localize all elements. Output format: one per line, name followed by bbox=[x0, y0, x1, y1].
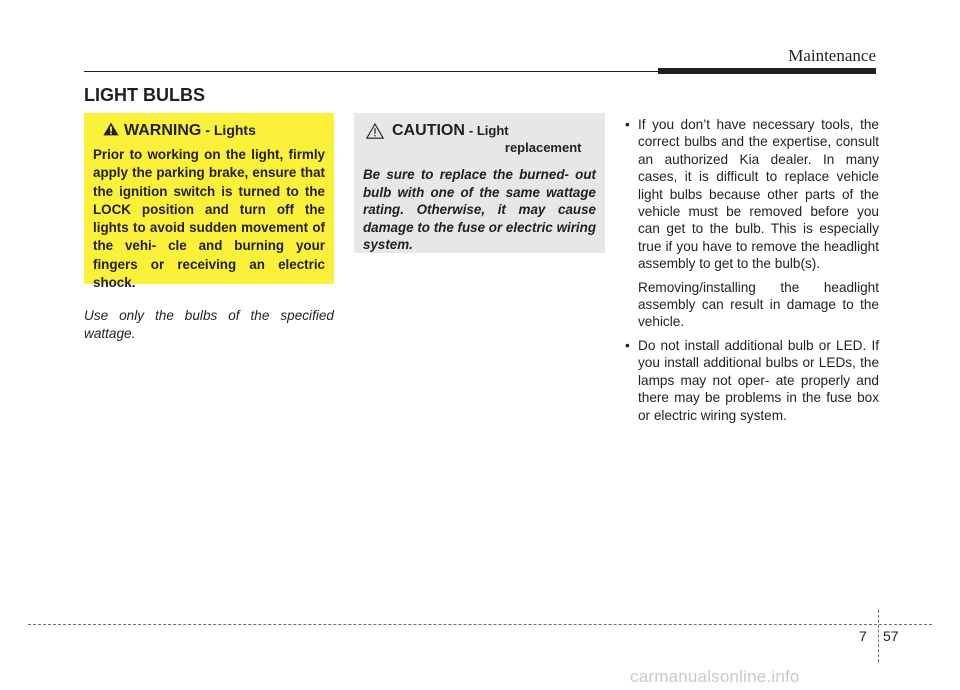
bullet-continuation: Removing/installing the headlight assembly can result in damage to the vehicle. bbox=[638, 279, 879, 330]
caution-subtitle-line2: replacement bbox=[504, 140, 582, 155]
list-item bbox=[623, 337, 879, 424]
footer-rule bbox=[28, 624, 932, 625]
footer-divider bbox=[878, 610, 879, 662]
chapter-number: 7 bbox=[859, 628, 867, 644]
list-item bbox=[623, 116, 879, 273]
bullet-text: If you don’t have necessary tools, the correct bulbs and the expertise, consult an authorized Kia dealer. In many cases, it is difficult to replace vehicle light bulbs because other parts of the vehicle must be removed before you can get to the bulb. This is especially true if you have to remove the headlight assembly to get to the bulb(s). bbox=[638, 117, 879, 272]
warning-box bbox=[84, 113, 334, 291]
wattage-note: Use only the bulbs of the specified wattage. bbox=[84, 308, 334, 341]
page-number: 57 bbox=[883, 628, 899, 644]
right-column bbox=[623, 116, 879, 424]
header-rule-accent bbox=[658, 68, 876, 74]
header-title: Maintenance bbox=[788, 46, 876, 65]
warning-triangle-icon bbox=[103, 122, 119, 136]
section-title: LIGHT BULBS bbox=[84, 85, 205, 105]
bullet-icon: • bbox=[625, 337, 630, 353]
caution-triangle-icon bbox=[366, 123, 384, 139]
caution-body: Be sure to replace the burned- out bulb with one of the same wattage rating. Otherwise, it may cause damage to the fuse or electric wiring system. bbox=[363, 167, 596, 253]
warning-heading bbox=[103, 121, 325, 140]
watermark: carmanualsonline.info bbox=[630, 667, 800, 686]
header-rule bbox=[84, 71, 684, 72]
warning-subtitle: - Lights bbox=[205, 122, 256, 138]
caution-subtitle-line1: - Light bbox=[468, 123, 509, 138]
caution-box bbox=[354, 113, 605, 253]
caution-subtitle bbox=[469, 122, 582, 156]
caution-label: CAUTION bbox=[392, 122, 465, 139]
caution-heading bbox=[366, 122, 596, 156]
warning-label: WARNING bbox=[124, 122, 202, 139]
bullet-icon: • bbox=[625, 117, 630, 132]
bullet-text: Do not install additional bulb or LED. If you install additional bulbs or LEDs, the lamps may not oper- ate properly and there may be problems in the fuse box or electric wiring system. bbox=[638, 337, 879, 423]
warning-body: Prior to working on the light, firmly apply the parking brake, ensure that the ignition switch is turned to the LOCK position and turn off the lights to avoid sudden movement of the vehi- cle and burning your fingers or receiving an electric shock. bbox=[93, 147, 325, 291]
